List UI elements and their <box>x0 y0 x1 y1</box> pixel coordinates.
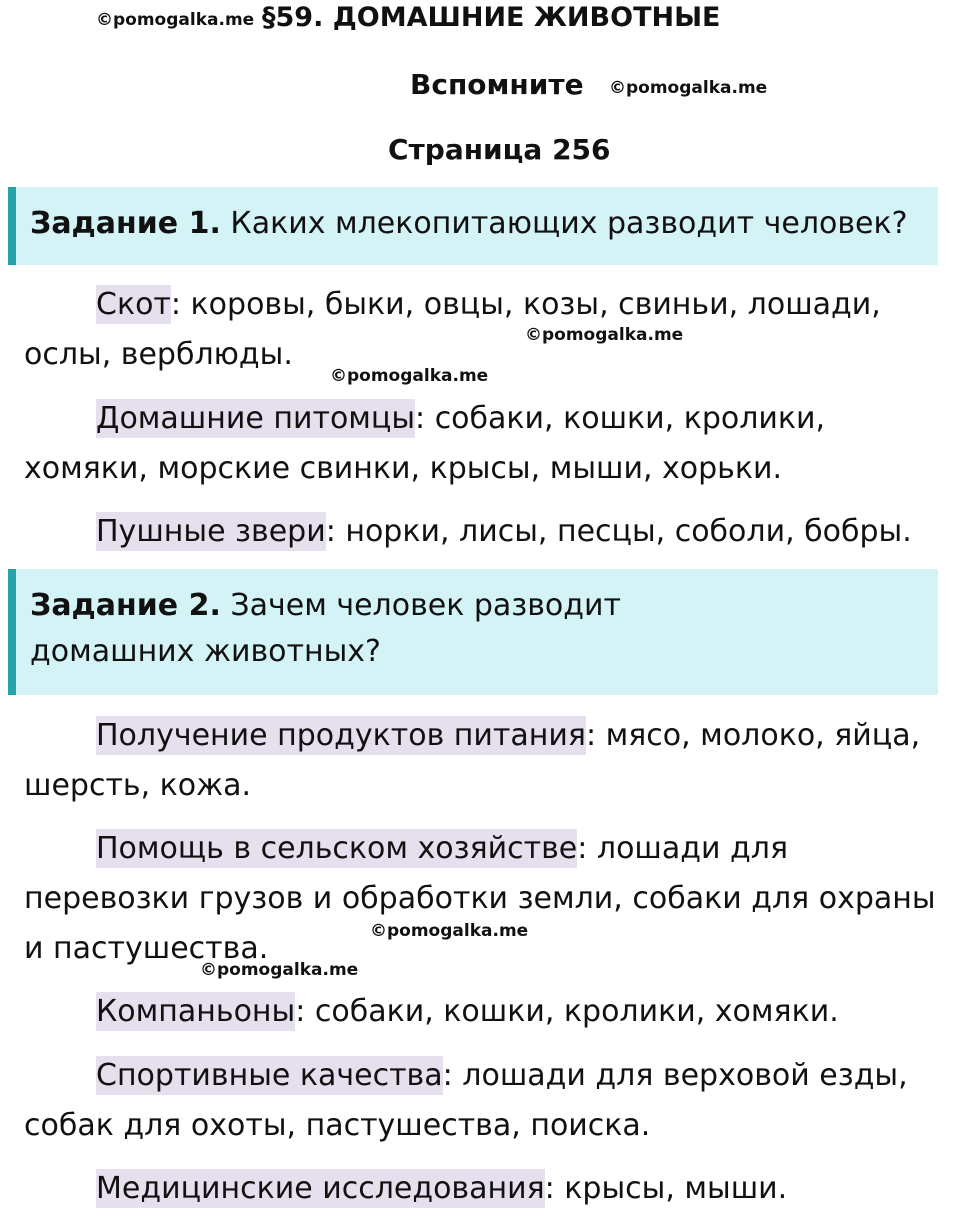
section-title: Вспомните <box>410 68 584 101</box>
answer-text: : собаки, кошки, кролики, хомяки. <box>295 994 839 1029</box>
answer-text: : норки, лисы, песцы, соболи, бобры. <box>325 514 912 549</box>
answer-paragraph <box>24 824 954 974</box>
answer-paragraph <box>24 394 954 494</box>
answer-paragraph <box>24 1164 954 1214</box>
watermark: ©pomogalka.me <box>96 10 255 30</box>
page-title: §59. ДОМАШНИЕ ЖИВОТНЫЕ <box>262 2 721 33</box>
answer-text: : крысы, мыши. <box>544 1171 788 1206</box>
watermark: ©pomogalka.me <box>370 921 529 941</box>
task-1-header <box>8 187 938 265</box>
answer-term: Пушные звери <box>96 514 326 549</box>
answer-term: Компаньоны <box>96 994 296 1029</box>
task-label: Задание 1. <box>30 206 221 241</box>
answer-text: : лошади для перевозки грузов и обработки земли, собаки для охраны и пастушества. <box>24 831 936 966</box>
page-number: Страница 256 <box>388 133 611 166</box>
answer-term: Домашние питомцы <box>96 401 416 436</box>
answer-term: Медицинские исследования <box>96 1171 545 1206</box>
answer-paragraph <box>24 280 954 380</box>
answer-term: Помощь в сельском хозяйстве <box>96 831 578 866</box>
task-question: Зачем человек разводит домашних животных? <box>30 588 621 669</box>
answer-text: : лошади для верховой езды, собак для охоты, пастушества, поиска. <box>24 1058 908 1143</box>
answer-term: Получение продуктов питания <box>96 718 586 753</box>
answer-text: : мясо, молоко, яйца, шерсть, кожа. <box>24 718 921 803</box>
answer-paragraph <box>24 987 954 1037</box>
answer-paragraph <box>24 711 954 811</box>
task-question: Каких млекопитающих разводит человек? <box>230 206 908 241</box>
answer-text: : собаки, кошки, кролики, хомяки, морские свинки, крысы, мыши, хорьки. <box>24 401 826 486</box>
watermark: ©pomogalka.me <box>330 366 489 386</box>
answer-paragraph <box>24 507 954 557</box>
answer-term: Спортивные качества <box>96 1058 443 1093</box>
answer-term: Скот <box>96 287 171 322</box>
answer-paragraph <box>24 1051 954 1151</box>
watermark: ©pomogalka.me <box>200 960 359 980</box>
watermark: ©pomogalka.me <box>525 325 684 345</box>
task-2-header <box>8 569 938 695</box>
watermark: ©pomogalka.me <box>609 78 768 98</box>
answer-text: : коровы, быки, овцы, козы, свиньи, лошади, ослы, верблюды. <box>24 287 881 372</box>
task-label: Задание 2. <box>30 588 221 623</box>
